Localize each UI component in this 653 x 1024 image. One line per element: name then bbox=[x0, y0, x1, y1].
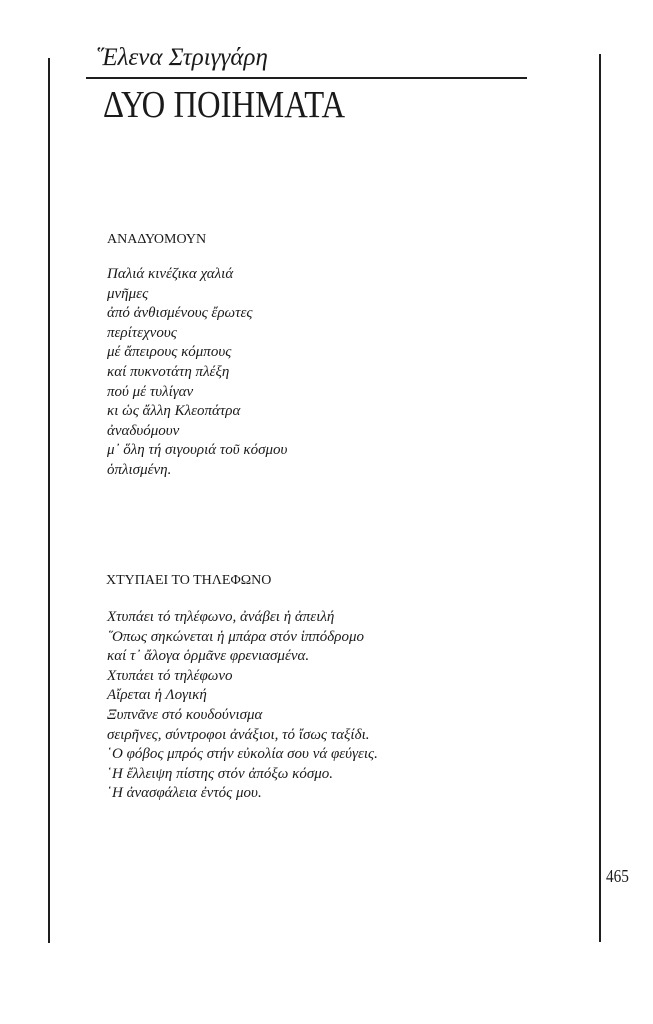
poem-line: Χτυπάει τό τηλέφωνο, ἀνάβει ἡ ἀπειλή bbox=[107, 609, 335, 625]
poem-line: ῞Οπως σηκώνεται ἡ μπάρα στόν ἱππόδρομο bbox=[107, 628, 365, 645]
poem-line: Παλιά κινέζικα χαλιά bbox=[107, 266, 234, 282]
poem-line: καί πυκνοτάτη πλέξη bbox=[107, 363, 230, 380]
poem-line: μέ ἄπειρους κόμπους bbox=[107, 344, 232, 361]
poem-line: ῾Η ἔλλειψη πίστης στόν ἀπόξω κόσμο. bbox=[107, 765, 333, 782]
poem-lines bbox=[107, 608, 378, 804]
poem-line: μνῆμες bbox=[107, 285, 149, 302]
poem-line: καί τ᾽ ἄλογα ὁρμᾶνε φρενιασμένα. bbox=[107, 648, 310, 665]
poem-line: ῾Ο φόβος μπρός στήν εὐκολία σου νά φεύγεις. bbox=[107, 746, 378, 763]
poem-line: περίτεχνους bbox=[107, 324, 177, 341]
poem-lines bbox=[107, 265, 287, 481]
poem-line: μ᾽ ὅλη τή σιγουριά τοῦ κόσμου bbox=[107, 442, 288, 459]
author-name: ῞Ελενα Στριγγάρη bbox=[94, 44, 268, 71]
right-margin-rule bbox=[599, 54, 601, 942]
poem-line: ὁπλισμένη. bbox=[107, 461, 172, 478]
poem-heading: ΑΝΑΔΥΟΜΟΥΝ bbox=[107, 232, 207, 247]
left-margin-rule bbox=[48, 58, 50, 943]
poem-heading: ΧΤΥΠΑΕΙ ΤΟ ΤΗΛΕΦΩΝΟ bbox=[106, 573, 272, 588]
poem-line: πού μέ τυλίγαν bbox=[107, 383, 194, 400]
poem-line: ἀναδυόμουν bbox=[107, 422, 180, 439]
poem-line: σειρῆνες, σύντροφοι ἀνάξιοι, τό ἴσως ταξίδι. bbox=[107, 726, 370, 743]
page-title: ΔΥΟ ΠΟΙΗΜΑΤΑ bbox=[103, 84, 346, 126]
poem-line: ἀπό ἀνθισμένους ἔρωτες bbox=[107, 305, 253, 322]
poem-line: κι ὡς ἄλλη Κλεοπάτρα bbox=[107, 403, 241, 420]
page-number: 465 bbox=[606, 866, 629, 886]
poem-line: Αἴρεται ἡ Λογική bbox=[107, 687, 207, 704]
poem-line: ῾Η ἀνασφάλεια ἐντός μου. bbox=[107, 785, 262, 802]
poem-line: Ξυπνᾶνε στό κουδούνισμα bbox=[107, 706, 263, 723]
poem-line: Χτυπάει τό τηλέφωνο bbox=[107, 667, 233, 684]
title-rule bbox=[86, 77, 527, 79]
